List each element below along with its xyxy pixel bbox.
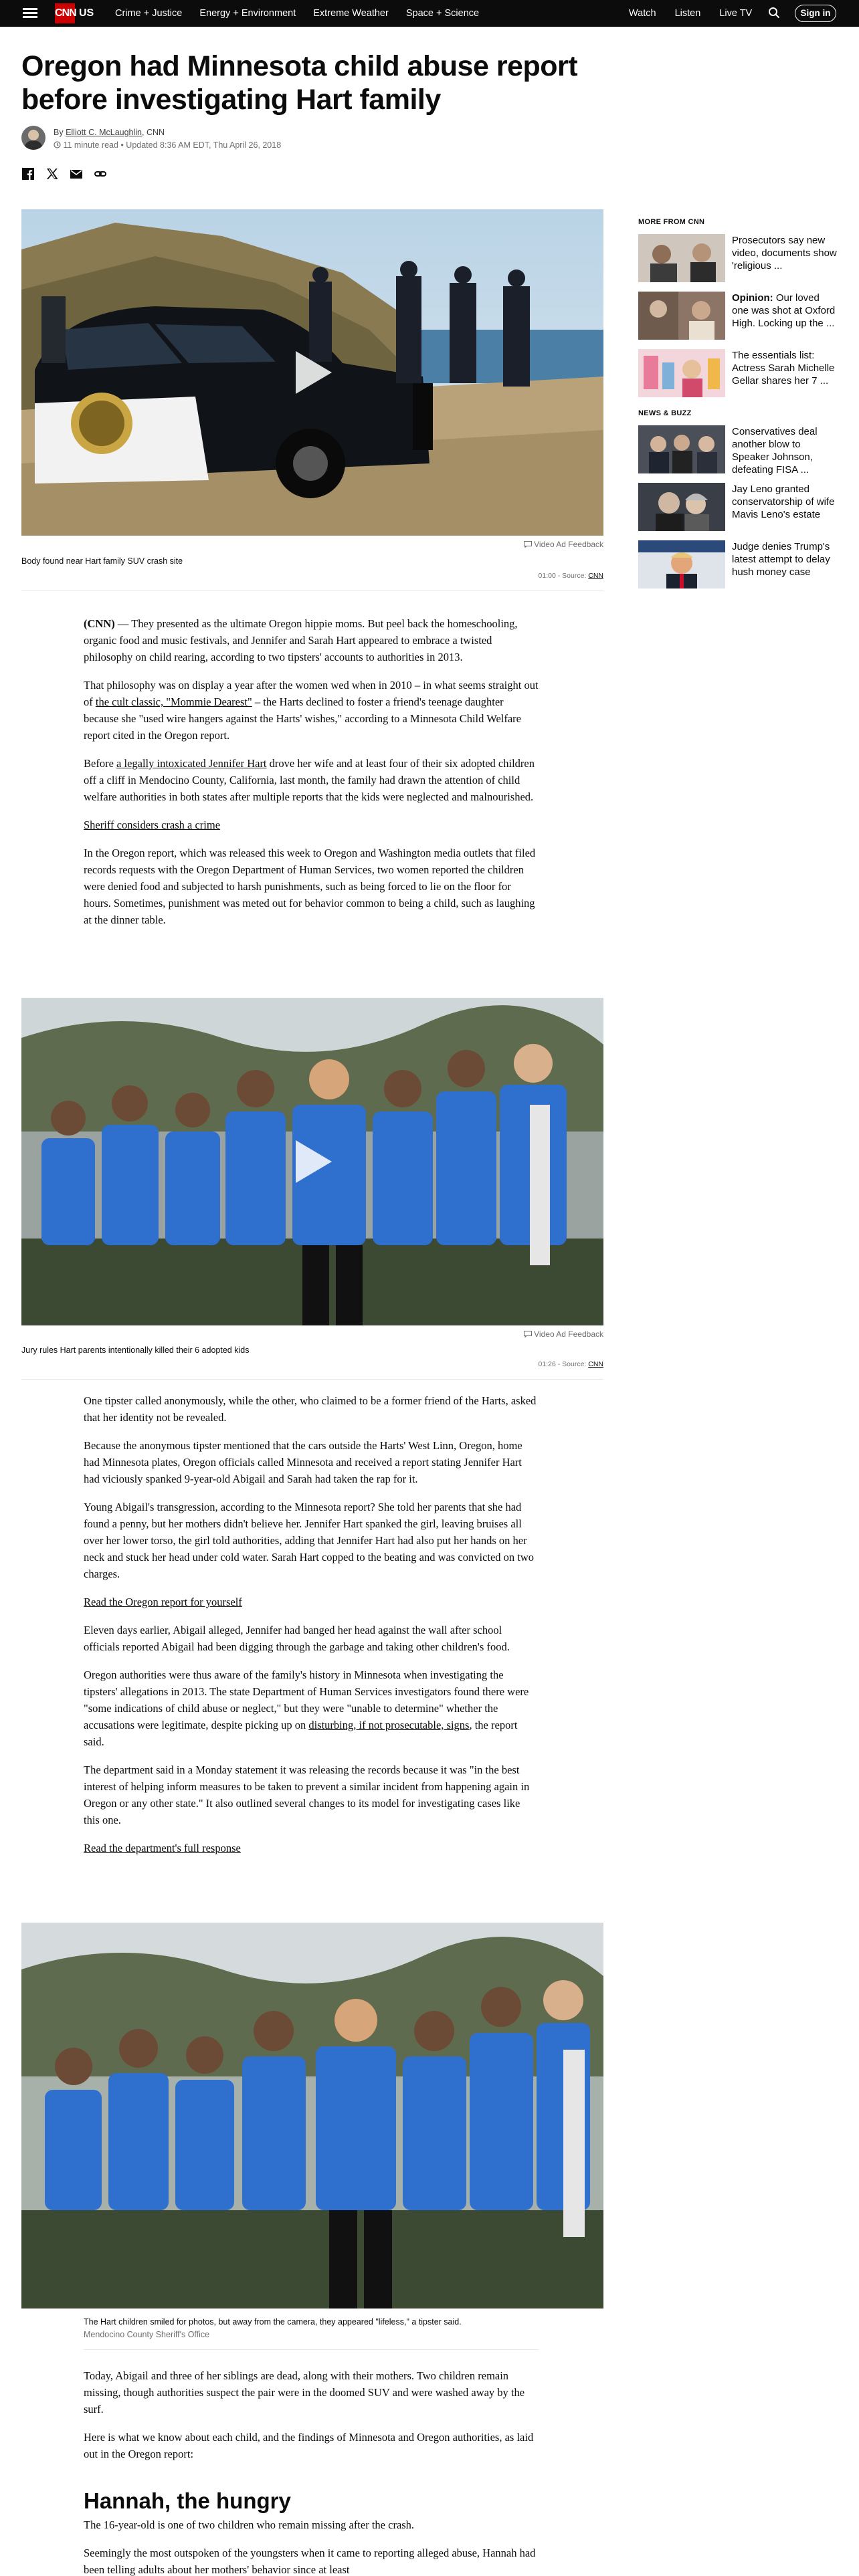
article-headline: Oregon had Minnesota child abuse report before investigating Hart family [21, 50, 578, 116]
rail-item-title[interactable]: Conservatives deal another blow to Speaker Johnson, defeating FISA ... [732, 426, 818, 475]
rail-item-label: Opinion: [732, 292, 773, 304]
related-link-department-response[interactable]: Read the department's full response [84, 1842, 241, 1854]
rail-item-title[interactable] [732, 349, 839, 387]
cnn-logo[interactable]: CNN [55, 3, 75, 23]
video-duration-2: 01:26 [538, 1360, 556, 1368]
utility-nav [629, 0, 768, 27]
facebook-icon[interactable] [21, 167, 35, 181]
rail-thumbnail[interactable] [638, 349, 725, 397]
hart-family-photo [21, 1923, 603, 2309]
dateline: (CNN) [84, 617, 115, 630]
paragraph: Young Abigail's transgression, according to the Minnesota report? She told her parents that she had found a penny, but her mothers didn't believe her. Jennifer Hart spanked the girl, leaving bruises all over her lower torso, the girl told authorities, adding that Jennifer Hart had also put her hands on her neck and stuck her head under cold water. Sarah Hart copped to the beating and was convicted on two charges. [84, 1501, 535, 1580]
rail-thumbnail[interactable] [638, 234, 725, 282]
rail-thumbnail-image [638, 349, 725, 397]
edition-label[interactable]: US [79, 7, 94, 19]
paragraph: The department said in a Monday statement it was releasing the records because it was "in the best interest of helping inform measures to be taken to prevent a similar incident from happening again in Oregon or any other state." It also outlined several changes to its model for investigating cases like this one. [84, 1763, 530, 1826]
video-duration-1: 01:00 [538, 572, 556, 580]
sign-in-button[interactable]: Sign in [795, 5, 836, 22]
paragraph: In the Oregon report, which was released this week to Oregon and Washington media outlets that filed records requests with the Oregon Department of Human Services, two women reported the children were denied food and subjected to harsh punishments, such as being forced to lie on the floor for hours. Sometimes, punishment was meted out for behavior common to being a child, such as laughing at the dinner table. [84, 847, 536, 926]
inline-link-jennifer-hart[interactable]: a legally intoxicated Jennifer Hart [116, 757, 267, 770]
rail-header-news-buzz: NEWS & BUZZ [638, 409, 692, 417]
nav-link-crime-justice[interactable]: Crime + Justice [115, 8, 183, 19]
feedback-icon [524, 541, 532, 548]
updated-timestamp: Updated 8:36 AM EDT, Thu April 26, 2018 [126, 140, 282, 150]
rail-item[interactable] [638, 234, 839, 282]
author-link[interactable]: Elliott C. McLaughlin [66, 128, 142, 137]
related-link-sheriff[interactable]: Sheriff considers crash a crime [84, 819, 221, 831]
article-body-3 [84, 2367, 539, 2474]
video-source-link-2[interactable]: CNN [588, 1360, 603, 1368]
paragraph: Seemingly the most outspoken of the youngsters when it came to reporting alleged abuse, Hannah had been telling adults about her mothers' behavior since at least [84, 2547, 536, 2576]
author-line [54, 128, 165, 137]
right-rail [638, 218, 839, 598]
related-link-oregon-report[interactable]: Read the Oregon report for yourself [84, 1596, 242, 1608]
rail-item[interactable] [638, 292, 839, 340]
related-link-paragraph [84, 817, 539, 833]
rail-item-title[interactable] [732, 292, 839, 330]
rail-thumbnail[interactable] [638, 425, 725, 473]
divider [21, 1379, 603, 1380]
rail-thumbnail-image [638, 540, 725, 588]
video-ad-feedback-label-1: Video Ad Feedback [534, 540, 603, 549]
photo-caption-text: The Hart children smiled for photos, but away from the camera, they appeared "lifeless," a tipster said. [84, 2317, 462, 2327]
play-icon[interactable] [296, 351, 332, 394]
video-ad-feedback-2[interactable] [450, 1329, 603, 1339]
divider [21, 590, 603, 591]
top-nav [0, 0, 859, 27]
article-meta [54, 140, 281, 150]
email-icon[interactable] [70, 167, 83, 181]
related-link-paragraph [84, 1840, 539, 1856]
rail-thumbnail-image [638, 483, 725, 531]
feedback-icon [524, 1331, 532, 1337]
paragraph-text: Before [84, 757, 117, 770]
rail-item-text: The essentials list: Actress Sarah Michelle Gellar shares her 7 ... [732, 350, 835, 387]
rail-header-more-from-cnn: MORE FROM CNN [638, 218, 705, 226]
video-source-link-1[interactable]: CNN [588, 572, 603, 580]
link-icon[interactable] [94, 167, 107, 181]
paragraph-text: That philosophy was on display a year after the women wed when in 2010 – in what seems straight out of [84, 679, 539, 708]
rail-item[interactable] [638, 425, 839, 473]
rail-item[interactable] [638, 349, 839, 397]
rail-item-text: Prosecutors say new video, documents show 'religious ... [732, 235, 837, 272]
nav-link-live-tv[interactable]: Live TV [719, 8, 753, 19]
rail-item-title[interactable]: Jay Leno granted conservatorship of wife Mavis Leno's estate [732, 484, 835, 520]
rail-thumbnail[interactable] [638, 483, 725, 531]
meta-separator: • [120, 140, 126, 150]
rail-thumbnail-image [638, 425, 725, 473]
paragraph-text: — They presented as the ultimate Oregon hippie moms. But peel back the homeschooling, organic food and music festivals, and Jennifer and Sarah Hart appeared to embrace a twisted philosophy on child rearing, according to two tipsters' accounts to authorities in 2013. [84, 617, 518, 663]
author-org: , CNN [142, 128, 165, 137]
x-twitter-icon[interactable] [45, 167, 59, 181]
paragraph [84, 755, 539, 805]
author-avatar [21, 126, 45, 150]
video-ad-feedback-1[interactable] [450, 540, 603, 549]
paragraph-text: – the Harts declined to foster a friend's teenage daughter because she "used wire hangers against the Harts' wishes," according to a Minnesota Child Welfare report cited in the Oregon report. [84, 695, 521, 742]
byline-prefix: By [54, 128, 66, 137]
clock-icon [54, 141, 61, 148]
paragraph: Because the anonymous tipster mentioned that the cars outside the Harts' West Linn, Oregon, home had Minnesota plates, Oregon officials called Minnesota and received a report stating Jennifer Hart had viciously spanked 9-year-old Abigail and Sarah had taken the rap for it. [84, 1439, 522, 1485]
section-heading-hannah: Hannah, the hungry [84, 2488, 291, 2513]
paragraph: The 16-year-old is one of two children who remain missing after the crash. [84, 2518, 415, 2531]
nav-link-energy-environment[interactable]: Energy + Environment [199, 8, 296, 19]
nav-link-watch[interactable]: Watch [629, 8, 656, 19]
paragraph: Eleven days earlier, Abigail alleged, Jennifer had banged her head against the wall after school officials reported Abigail had been digging through the garbage and taking other children's food. [84, 1624, 510, 1653]
menu-icon[interactable] [23, 6, 37, 21]
video-player-1[interactable] [21, 209, 603, 536]
rail-item[interactable] [638, 483, 839, 531]
paragraph [84, 677, 539, 744]
video-source-2 [450, 1360, 603, 1368]
nav-link-listen[interactable]: Listen [674, 8, 701, 19]
paragraph [84, 1667, 539, 1750]
related-link-paragraph [84, 1594, 539, 1610]
article-body-1 [84, 615, 539, 940]
paragraph: One tipster called anonymously, while the other, who claimed to be a former friend of the Harts, asked that her identity not be revealed. [84, 1394, 537, 1424]
section-nav [115, 0, 494, 27]
video-player-2[interactable] [21, 998, 603, 1325]
article-body-2 [84, 1392, 539, 1868]
play-icon[interactable] [296, 1140, 332, 1183]
video-caption-1: Body found near Hart family SUV crash site [21, 556, 183, 566]
paragraph: Today, Abigail and three of her siblings are dead, along with their mothers. Two children remain missing, though authorities suspect the pair were in the doomed SUV and were washed away by the surf. [84, 2369, 525, 2416]
rail-item-title[interactable] [732, 234, 839, 272]
photo-caption [84, 2316, 552, 2341]
rail-thumbnail[interactable] [638, 540, 725, 588]
rail-item[interactable] [638, 540, 839, 588]
rail-thumbnail-image [638, 292, 725, 340]
rail-thumbnail-image [638, 234, 725, 282]
rail-item-title[interactable]: Judge denies Trump's latest attempt to delay hush money case [732, 541, 830, 578]
paragraph-text: Oregon authorities were thus aware of the family's history in Minnesota when investigating the tipsters' allegations in 2013. The state Department of Human Services investigators found there were "some indications of child abuse or neglect," but they were "unable to determine" whether the accusations were legitimate, despite picking up on [84, 1669, 529, 1731]
video-ad-feedback-label-2: Video Ad Feedback [534, 1329, 603, 1339]
read-time: 11 minute read [63, 140, 118, 150]
inline-link-disturbing-signs[interactable]: disturbing, if not prosecutable, signs [308, 1719, 470, 1731]
paragraph: Here is what we know about each child, and the findings of Minnesota and Oregon authorities, as laid out in the Oregon report: [84, 2431, 534, 2460]
rail-item-text: Our loved one was shot at Oxford High. Locking up the ... [732, 292, 836, 329]
article-body-4 [84, 2516, 539, 2576]
video-source-prefix-2: - Source: [555, 1360, 589, 1368]
video-caption-2: Jury rules Hart parents intentionally killed their 6 adopted kids [21, 1346, 250, 1355]
nav-link-space-science[interactable]: Space + Science [405, 8, 480, 19]
search-icon[interactable] [768, 7, 780, 19]
rail-thumbnail[interactable] [638, 292, 725, 340]
paragraph-text: , the report said. [84, 1719, 518, 1748]
paragraph [84, 615, 539, 665]
photo-hart-family [21, 1923, 603, 2309]
nav-link-extreme-weather[interactable]: Extreme Weather [313, 8, 389, 19]
inline-link-mommie-dearest[interactable]: the cult classic, "Mommie Dearest" [95, 695, 252, 708]
video-source-1 [450, 572, 603, 580]
paragraph-text: drove her wife and at least four of their six adopted children off a cliff in Mendocino County, California, last month, the family had drawn the attention of child welfare authorities in both states after multiple reports that the kids were neglected and malnourished. [84, 757, 535, 803]
photo-credit: Mendocino County Sheriff's Office [84, 2330, 210, 2339]
divider [84, 2349, 539, 2350]
video-source-prefix-1: - Source: [555, 572, 589, 580]
